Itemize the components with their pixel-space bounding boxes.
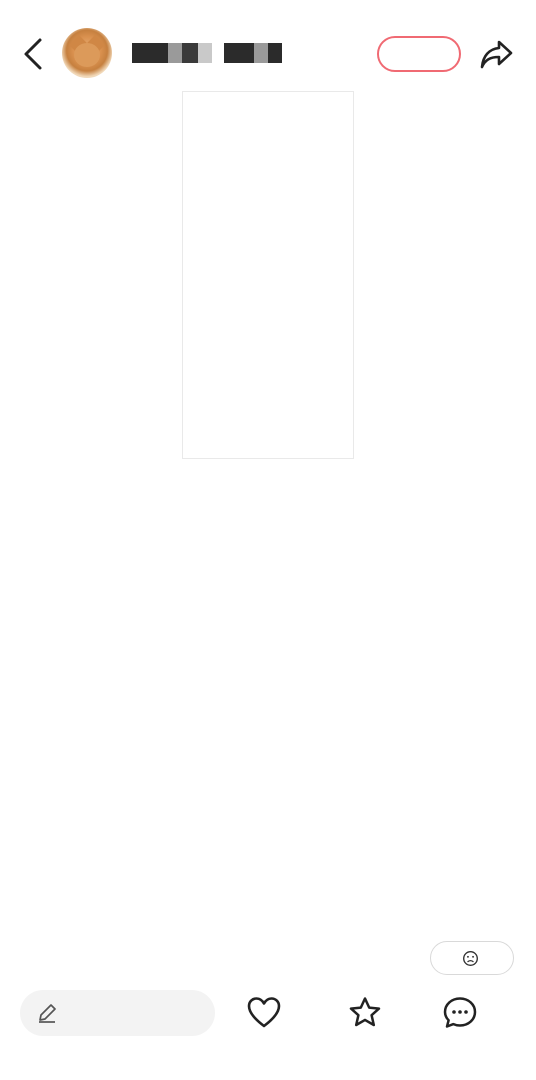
back-arrow-icon[interactable] (18, 34, 50, 74)
comment-bubble-icon (442, 995, 478, 1031)
post-image-transfer-records[interactable] (183, 92, 353, 458)
follow-button[interactable] (377, 36, 461, 72)
dislike-button[interactable] (430, 941, 514, 975)
like-button[interactable] (246, 994, 290, 1032)
pen-icon (36, 1002, 58, 1024)
star-icon (347, 995, 383, 1031)
author-name-redacted[interactable] (132, 43, 282, 63)
comment-input[interactable] (20, 990, 215, 1036)
heart-icon (246, 995, 282, 1031)
comments-button[interactable] (442, 994, 486, 1032)
share-icon[interactable] (478, 36, 516, 72)
author-avatar[interactable] (62, 28, 112, 78)
favorite-button[interactable] (347, 994, 391, 1032)
sad-face-icon (462, 950, 479, 967)
